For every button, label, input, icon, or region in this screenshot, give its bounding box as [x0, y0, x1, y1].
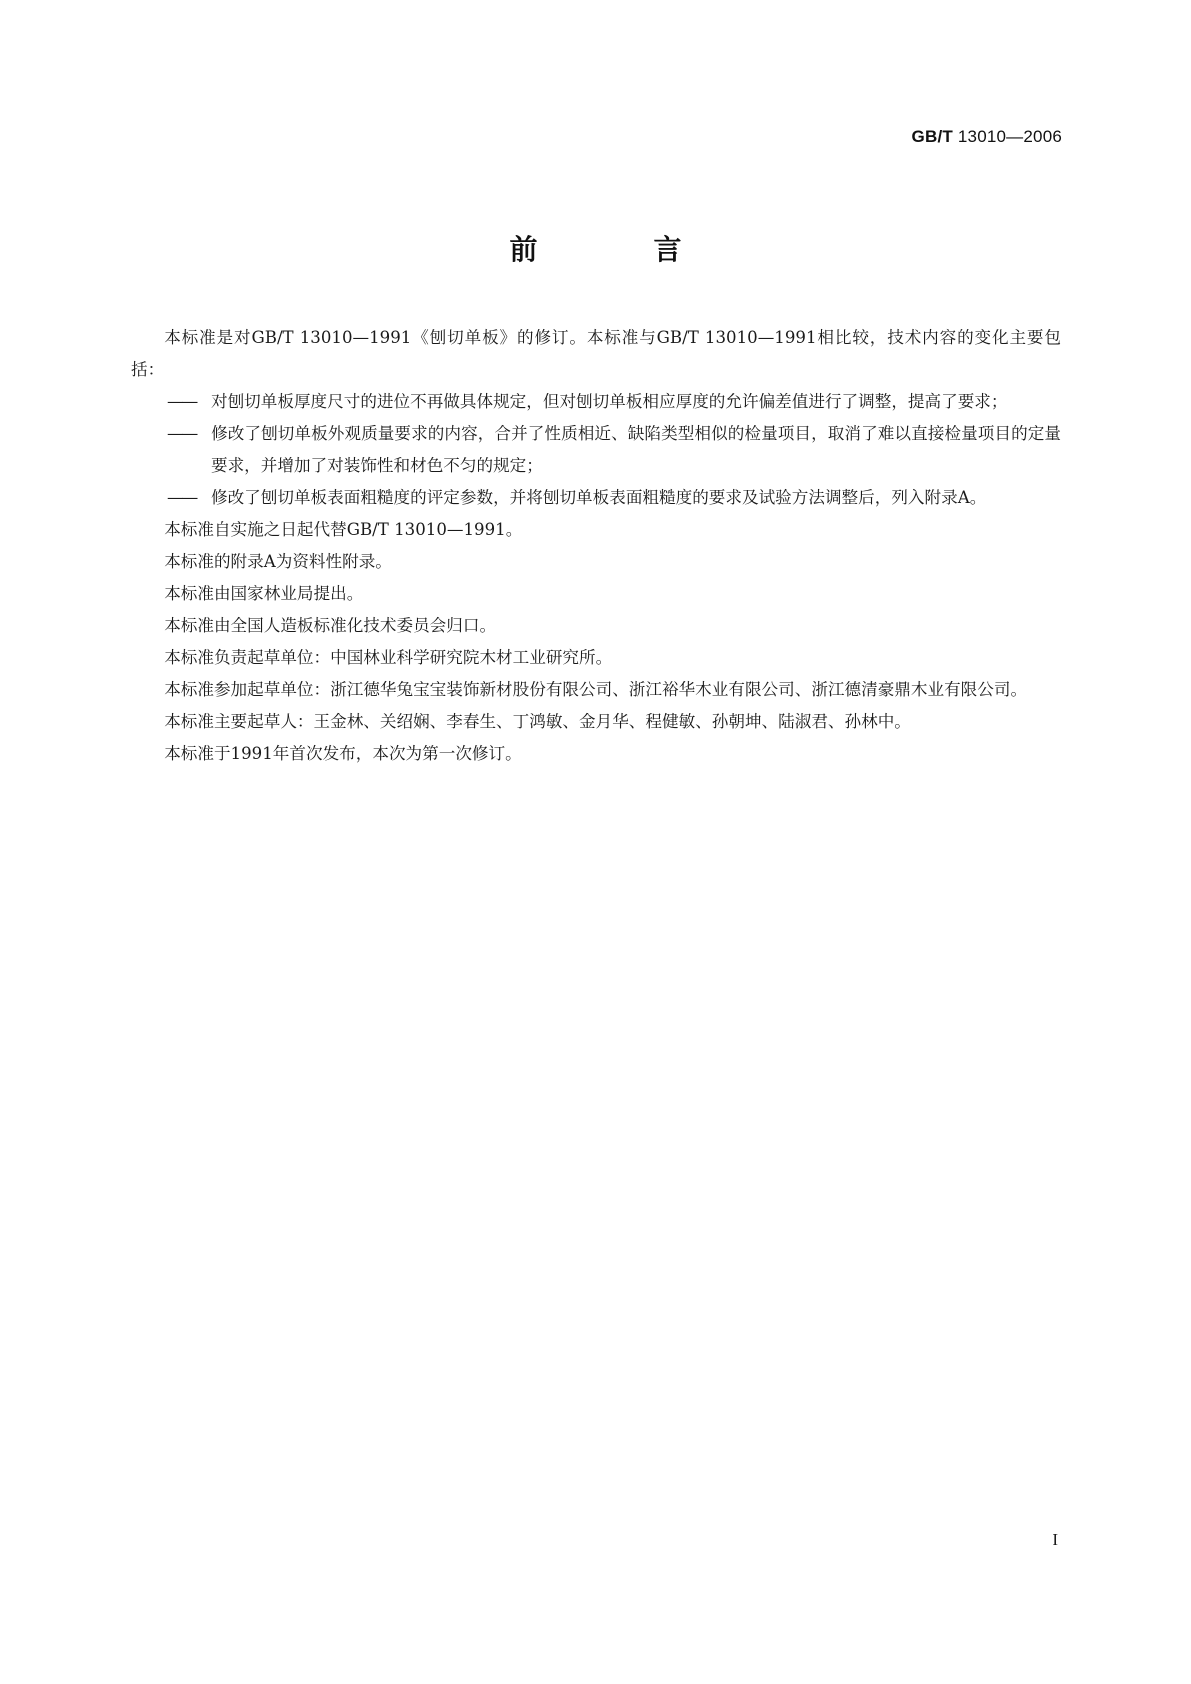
item-dash: —— [167, 392, 197, 411]
change-text: 对刨切单板厚度尺寸的进位不再做具体规定，但对刨切单板相应厚度的允许偏差值进行了调整，提高了要求； [211, 392, 1008, 411]
committee-paragraph: 本标准由全国人造板标准化技术委员会归口。 [164, 616, 497, 635]
page-title: 前 言 [509, 233, 726, 266]
replacement-paragraph: 本标准自实施之日起代替GB/T 13010—1991。 [164, 520, 523, 539]
page-number: I [1052, 1530, 1058, 1549]
participating-units-paragraph: 本标准参加起草单位：浙江德华兔宝宝装饰新材股份有限公司、浙江裕华木业有限公司、浙江德清豪鼎木业有限公司。 [164, 680, 1028, 699]
standard-number: 13010—2006 [957, 127, 1062, 146]
change-text: 修改了刨切单板表面粗糙度的评定参数，并将刨切单板表面粗糙度的要求及试验方法调整后，列入附录A。 [211, 488, 987, 507]
change-item [131, 482, 1061, 514]
item-dash: —— [167, 424, 197, 443]
change-text: 修改了刨切单板外观质量要求的内容，合并了性质相近、缺陷类型相似的检量项目，取消了难以直接检量项目的定量要求，并增加了对装饰性和材色不匀的规定； [211, 424, 1061, 475]
standard-prefix: GB/T [911, 127, 953, 146]
item-dash: —— [167, 488, 197, 507]
proposer-paragraph: 本标准由国家林业局提出。 [164, 584, 364, 603]
drafting-unit-paragraph: 本标准负责起草单位：中国林业科学研究院木材工业研究所。 [164, 648, 613, 667]
drafters-paragraph: 本标准主要起草人：王金林、关绍娴、李春生、丁鸿敏、金月华、程健敏、孙朝坤、陆淑君、孙林中。 [164, 712, 911, 731]
release-history-paragraph: 本标准于1991年首次发布，本次为第一次修订。 [164, 744, 522, 763]
appendix-paragraph: 本标准的附录A为资料性附录。 [164, 552, 392, 571]
intro-paragraph: 本标准是对GB/T 13010—1991《刨切单板》的修订。本标准与GB/T 13010—1991相比较，技术内容的变化主要包括： [131, 328, 1061, 379]
change-item [131, 386, 1061, 418]
foreword-body [131, 322, 1061, 770]
change-item [131, 418, 1061, 482]
standard-code [912, 127, 1062, 147]
